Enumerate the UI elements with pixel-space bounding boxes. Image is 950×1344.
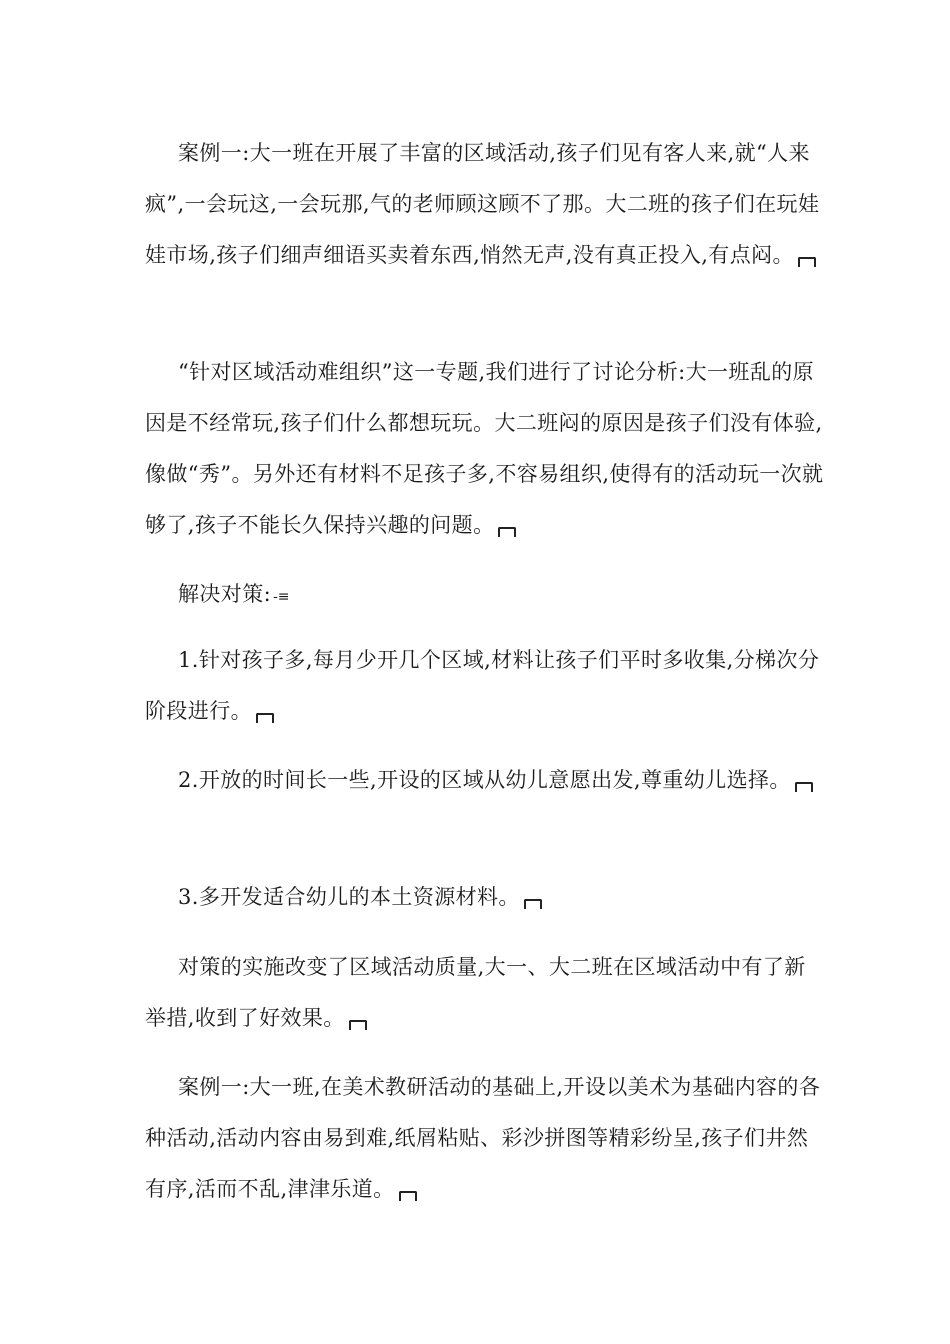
paragraph-text: 1.针对孩子多,每月少开几个区域,材料让孩子们平时多收集,分梯次分阶段进行。 xyxy=(145,648,820,723)
paragraph-mark-icon xyxy=(349,1017,367,1029)
paragraph-mark-icon xyxy=(399,1188,417,1200)
paragraph-text: 案例一:大一班,在美术教研活动的基础上,开设以美术为基础内容的各种活动,活动内容由易到难,纸屑粘贴、彩沙拼图等精彩纷呈,孩子们井然有序,活而不乱,津津乐道。 xyxy=(145,1075,821,1201)
paragraph-solution-2 xyxy=(145,755,825,806)
paragraph-analysis xyxy=(145,347,825,551)
paragraph-mark-icon xyxy=(524,896,542,908)
paragraph-solution-1 xyxy=(145,635,825,737)
paragraph-mark-icon xyxy=(256,710,274,722)
paragraph-solutions-heading xyxy=(145,569,825,623)
paragraph-text: “针对区域活动难组织”这一专题,我们进行了讨论分析:大一班乱的原因是不经常玩,孩子们什么都想玩玩。大二班闷的原因是孩子们没有体验,像做“秀”。另外还有材料不足孩子多,不容易组织,使得有的活动玩一次就够了,孩子不能长久保持兴趣的问题。 xyxy=(145,360,824,537)
paragraph-text: 2.开放的时间长一些,开设的区域从幼儿意愿出发,尊重幼儿选择。 xyxy=(178,768,791,792)
paragraph-mark-icon xyxy=(795,779,813,791)
paragraph-result xyxy=(145,942,825,1044)
paragraph-text: 对策的实施改变了区域活动质量,大一、大二班在区域活动中有了新举措,收到了好效果。 xyxy=(145,955,806,1030)
paragraph-solution-3 xyxy=(145,872,825,923)
paragraph-text: 案例一:大一班在开展了丰富的区域活动,孩子们见有客人来,就“人来疯”,一会玩这,一会玩那,气的老师顾这顾不了那。大二班的孩子们在玩娃娃市场,孩子们细声细语买卖着东西,悄然无声,没有真正投入,有点闷。 xyxy=(145,141,820,267)
paragraph-text: 3.多开发适合幼儿的本土资源材料。 xyxy=(178,885,520,909)
paragraph-case-one-art xyxy=(145,1062,825,1215)
paragraph-mark-icon xyxy=(498,524,516,536)
paragraph-text: 解决对策: xyxy=(178,582,272,606)
paragraph-mark-icon xyxy=(798,254,816,266)
paragraph-case-one-intro xyxy=(145,128,825,281)
paragraph-suffix-mark: -≡ xyxy=(273,589,290,605)
